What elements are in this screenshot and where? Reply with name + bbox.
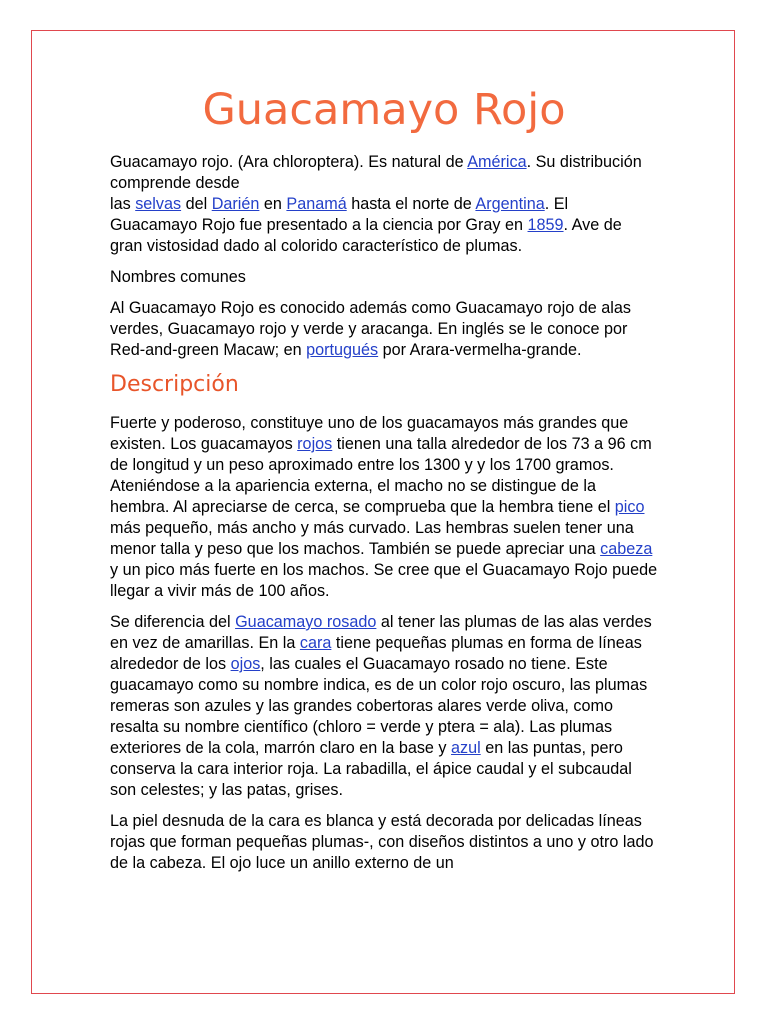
link-rojos[interactable]: rojos: [297, 435, 333, 453]
link-portugues[interactable]: portugués: [306, 341, 379, 359]
face-paragraph: La piel desnuda de la cara es blanca y está decorada por delicadas líneas rojas que forman pequeñas plumas-, con diseños distintos a uno y otro lado de la cabeza. El ojo luce un anillo externo de un: [110, 812, 654, 872]
text-run: , las cuales el Guacamayo rosado no tiene. Este guacamayo como su nombre indica, es de un color rojo oscuro, las plumas remeras son azules y las grandes cobertoras alares verde oliva, como resalta su nombre científico (chloro = verde y ptera = ala). Las plumas exteriores de la cola, marrón claro en la base y: [110, 655, 648, 757]
text-run: . Su distribución comprende desde: [110, 153, 642, 192]
common-names-label: Nombres comunes: [110, 268, 246, 286]
link-pico[interactable]: pico: [614, 498, 645, 516]
link-ojos[interactable]: ojos: [230, 655, 261, 673]
text-run: tiene pequeñas plumas en forma de líneas alrededor de los: [110, 634, 642, 673]
description-paragraph: [110, 413, 658, 602]
text-run: en las puntas, pero conserva la cara interior roja. La rabadilla, el ápice caudal y el subcaudal son celestes; y las patas, grises.: [110, 739, 632, 799]
text-run: por Arara-vermelha-grande.: [378, 341, 582, 359]
text-run: en: [259, 195, 287, 213]
document-body: [110, 82, 658, 884]
text-run: más pequeño, más ancho y más curvado. Las hembras suelen tener una menor talla y peso que los machos. También se puede apreciar una: [110, 519, 634, 558]
text-run: Fuerte y poderoso, constituye uno de los guacamayos más grandes que existen. Los guacamayos: [110, 414, 629, 453]
text-run: . Ave de gran vistosidad dado al colorido característico de plumas.: [110, 216, 622, 255]
link-guacamayo-rosado[interactable]: Guacamayo rosado: [235, 613, 377, 631]
link-cara[interactable]: cara: [299, 634, 332, 652]
link-cabeza[interactable]: cabeza: [600, 540, 653, 558]
link-1859[interactable]: 1859: [527, 216, 564, 234]
text-run: tienen una talla alrededor de los 73 a 96 cm de longitud y un peso aproximado entre los 1300 y y los 1700 gramos. Ateniéndose a la apariencia externa, el macho no se distingue de la hembra. Al apreciarse de cerca, se comprueba que la hembra tiene el: [110, 435, 652, 516]
text-run: Guacamayo rojo. (Ara chloroptera). Es natural de: [110, 153, 468, 171]
link-azul[interactable]: azul: [451, 739, 481, 757]
link-argentina[interactable]: Argentina: [475, 195, 545, 213]
link-darien[interactable]: Darién: [211, 195, 260, 213]
common-names-paragraph: [110, 298, 658, 361]
link-selvas[interactable]: selvas: [135, 195, 182, 213]
text-run: las: [110, 195, 136, 213]
text-run: del: [181, 195, 212, 213]
text-run: . El Guacamayo Rojo fue presentado a la ciencia por Gray en: [110, 195, 569, 234]
text-run: Al Guacamayo Rojo es conocido además como Guacamayo rojo de alas verdes, Guacamayo rojo y verde y aracanga. En inglés se le conoce por Red-and-green Macaw; en: [110, 299, 631, 359]
intro-paragraph: [110, 152, 658, 257]
text-run: hasta el norte de: [346, 195, 476, 213]
section-heading: Descripción: [110, 372, 239, 397]
link-america[interactable]: América: [467, 153, 527, 171]
text-run: al tener las plumas de las alas verdes en vez de amarillas. En la: [110, 613, 652, 652]
text-run: Se diferencia del: [110, 613, 236, 631]
difference-paragraph: [110, 612, 658, 801]
page-title: Guacamayo Rojo: [202, 85, 566, 135]
text-run: y un pico más fuerte en los machos. Se cree que el Guacamayo Rojo puede llegar a vivir más de 100 años.: [110, 561, 658, 600]
link-panama[interactable]: Panamá: [286, 195, 347, 213]
